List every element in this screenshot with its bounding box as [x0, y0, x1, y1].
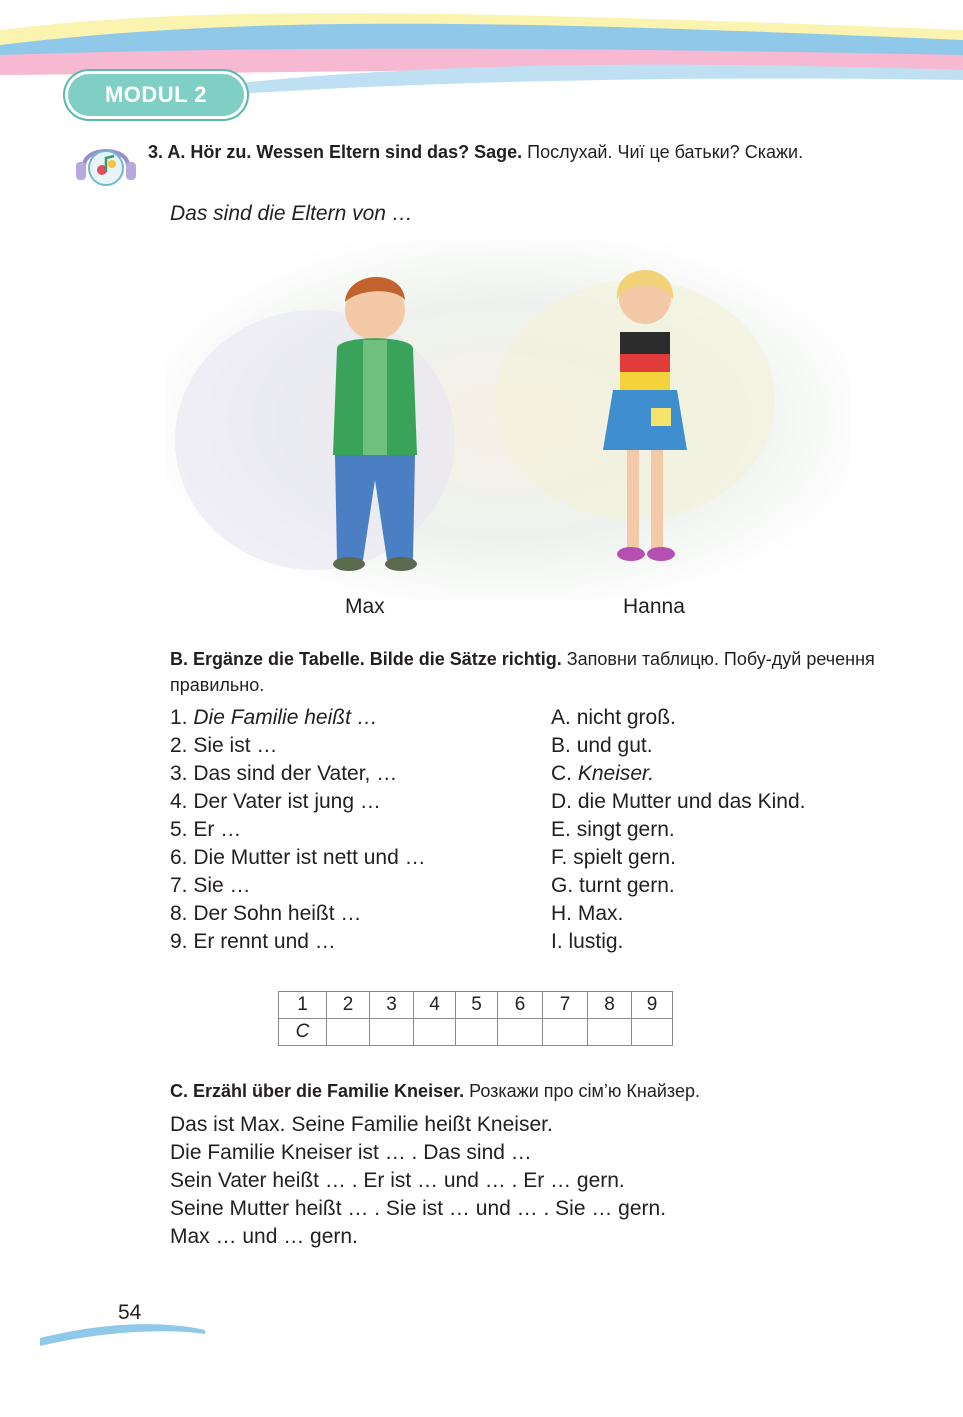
table-cell: 3 — [370, 992, 414, 1019]
name-label-hanna: Hanna — [623, 595, 685, 618]
children-illustration — [165, 240, 850, 600]
task-title-de: 3. A. Hör zu. Wessen Eltern sind das? Sage. — [148, 142, 523, 162]
section-b-instruction — [170, 646, 886, 698]
answer-cell[interactable] — [632, 1019, 673, 1046]
table-cell: 9 — [632, 992, 673, 1019]
table-cell: 7 — [543, 992, 588, 1019]
section-c-title-de: C. Erzähl über die Familie Kneiser. — [170, 1081, 465, 1101]
list-item: 5. Er … — [170, 818, 242, 841]
answer-cell[interactable] — [456, 1019, 498, 1046]
list-item: 1. Die Familie heißt … — [170, 706, 378, 729]
list-item: E. singt gern. — [551, 818, 675, 841]
table-cell: 6 — [498, 992, 543, 1019]
answer-cell[interactable] — [370, 1019, 414, 1046]
list-item: A. nicht groß. — [551, 706, 676, 729]
lead-sentence: Das sind die Eltern von … — [170, 202, 413, 225]
list-item: H. Max. — [551, 902, 624, 925]
task-3a-instruction — [148, 140, 886, 165]
section-c-title-uk: Розкажи про сім’ю Кнайзер. — [469, 1081, 700, 1101]
section-b-title-de: B. Ergänze die Tabelle. Bilde die Sätze richtig. — [170, 649, 562, 669]
table-row-answers — [279, 1019, 673, 1046]
table-cell: 1 — [279, 992, 327, 1019]
text-line: Max … und … gern. — [170, 1225, 358, 1248]
text-line: Sein Vater heißt … . Er ist … und … . Er … gern. — [170, 1169, 625, 1192]
footer-swoosh — [40, 1318, 210, 1348]
answer-cell[interactable] — [414, 1019, 456, 1046]
text-line: Das ist Max. Seine Familie heißt Kneiser. — [170, 1113, 553, 1136]
list-item: C. Kneiser. — [551, 762, 655, 785]
list-item: 4. Der Vater ist jung … — [170, 790, 381, 813]
list-item: 9. Er rennt und … — [170, 930, 336, 953]
module-tab — [68, 74, 244, 116]
list-item: F. spielt gern. — [551, 846, 676, 869]
table-cell: 2 — [327, 992, 370, 1019]
section-c-instruction — [170, 1078, 700, 1104]
list-item: B. und gut. — [551, 734, 653, 757]
list-item: 8. Der Sohn heißt … — [170, 902, 362, 925]
table-cell: 5 — [456, 992, 498, 1019]
name-label-max: Max — [345, 595, 385, 618]
list-item: 3. Das sind der Vater, … — [170, 762, 398, 785]
section-b-title-uk: Заповни таблицю. Побу-дуй речення правильно. — [170, 649, 875, 695]
sentence-endings-list — [551, 704, 805, 956]
task-title-uk: Послухай. Чиї це батьки? Скажи. — [527, 142, 804, 162]
table-row-numbers — [279, 992, 673, 1019]
list-item: G. turnt gern. — [551, 874, 675, 897]
sentence-starts-list — [170, 704, 426, 956]
headphones-music-icon — [72, 136, 140, 192]
list-item: 2. Sie ist … — [170, 734, 278, 757]
section-c-text — [170, 1111, 666, 1251]
list-item: D. die Mutter und das Kind. — [551, 790, 806, 813]
answer-cell[interactable] — [588, 1019, 632, 1046]
answer-table — [278, 991, 673, 1046]
module-label: MODUL 2 — [104, 82, 208, 107]
list-item: I. lustig. — [551, 930, 624, 953]
list-item: 7. Sie … — [170, 874, 251, 897]
text-line: Die Familie Kneiser ist … . Das sind … — [170, 1141, 532, 1164]
table-cell: 4 — [414, 992, 456, 1019]
table-cell: 8 — [588, 992, 632, 1019]
answer-cell[interactable] — [327, 1019, 370, 1046]
list-item: 6. Die Mutter ist nett und … — [170, 846, 426, 869]
page-number: 54 — [118, 1301, 142, 1324]
answer-cell[interactable] — [498, 1019, 543, 1046]
text-line: Seine Mutter heißt … . Sie ist … und … . Sie … gern. — [170, 1197, 667, 1220]
answer-cell[interactable]: C — [279, 1019, 327, 1046]
answer-cell[interactable] — [543, 1019, 588, 1046]
